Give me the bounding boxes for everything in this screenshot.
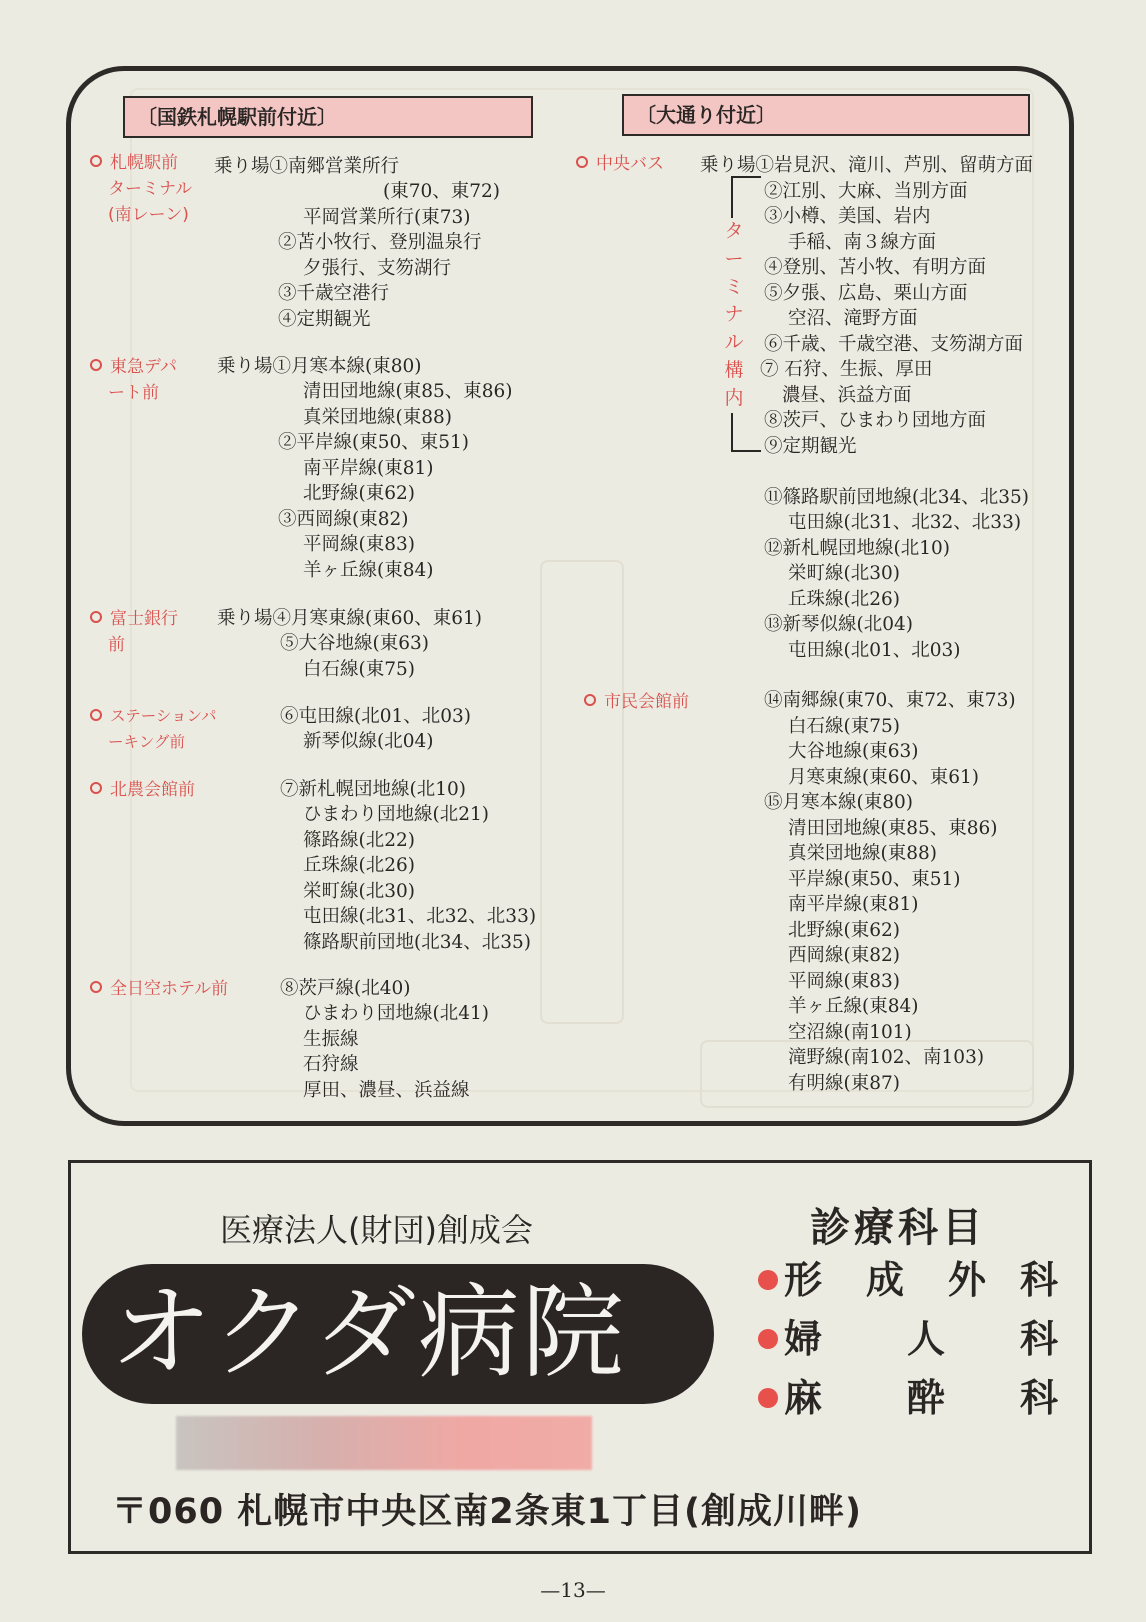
bullet-icon bbox=[758, 1270, 778, 1290]
bullet-icon bbox=[758, 1329, 778, 1349]
hospital-address: 〒060 札幌市中央区南2条東1丁目(創成川畔) bbox=[112, 1492, 862, 1532]
stop-fuji-bank: 富士銀行 前 bbox=[90, 606, 178, 658]
stop-marker-icon bbox=[90, 709, 102, 721]
stop-ana-hotel: 全日空ホテル前 bbox=[90, 976, 228, 1002]
stop-sapporo-terminal: 札幌駅前 ターミナル (南レーン) bbox=[90, 150, 192, 228]
odori-area-header: 〔大通り付近〕 bbox=[622, 94, 1030, 136]
stop-shimin-kaikan: 市民会館前 bbox=[584, 689, 689, 715]
stop-chuo-bus: 中央バス bbox=[576, 151, 664, 177]
stop-marker-icon bbox=[90, 611, 102, 623]
department-anesthesiology: 麻 酔 科 bbox=[758, 1373, 1058, 1423]
redacted-phone-block bbox=[176, 1416, 592, 1470]
department-plastic-surgery: 形 成 外 科 bbox=[758, 1255, 1058, 1305]
stop-marker-icon bbox=[90, 782, 102, 794]
bullet-icon bbox=[758, 1388, 778, 1408]
stop-marker-icon bbox=[90, 155, 102, 167]
stop-hokuno-kaikan: 北農会館前 bbox=[90, 777, 195, 803]
stop-marker-icon bbox=[584, 694, 596, 706]
stop-marker-icon bbox=[90, 359, 102, 371]
station-area-header: 〔国鉄札幌駅前付近〕 bbox=[123, 96, 533, 138]
page-number: —13— bbox=[540, 1578, 606, 1602]
stop-station-parking: ステーションパ ーキング前 bbox=[90, 703, 217, 755]
stop-tokyu-department: 東急デパ ート前 bbox=[90, 354, 177, 406]
stop-marker-icon bbox=[576, 156, 588, 168]
departments-title: 診療科目 bbox=[810, 1205, 986, 1251]
stop-marker-icon bbox=[90, 981, 102, 993]
terminal-label: ターミナル構内 bbox=[722, 218, 746, 413]
department-gynecology: 婦 人 科 bbox=[758, 1314, 1058, 1364]
hospital-name: オクダ病院 bbox=[110, 1274, 626, 1393]
ad-organization: 医療法人(財団)創成会 bbox=[220, 1211, 533, 1249]
